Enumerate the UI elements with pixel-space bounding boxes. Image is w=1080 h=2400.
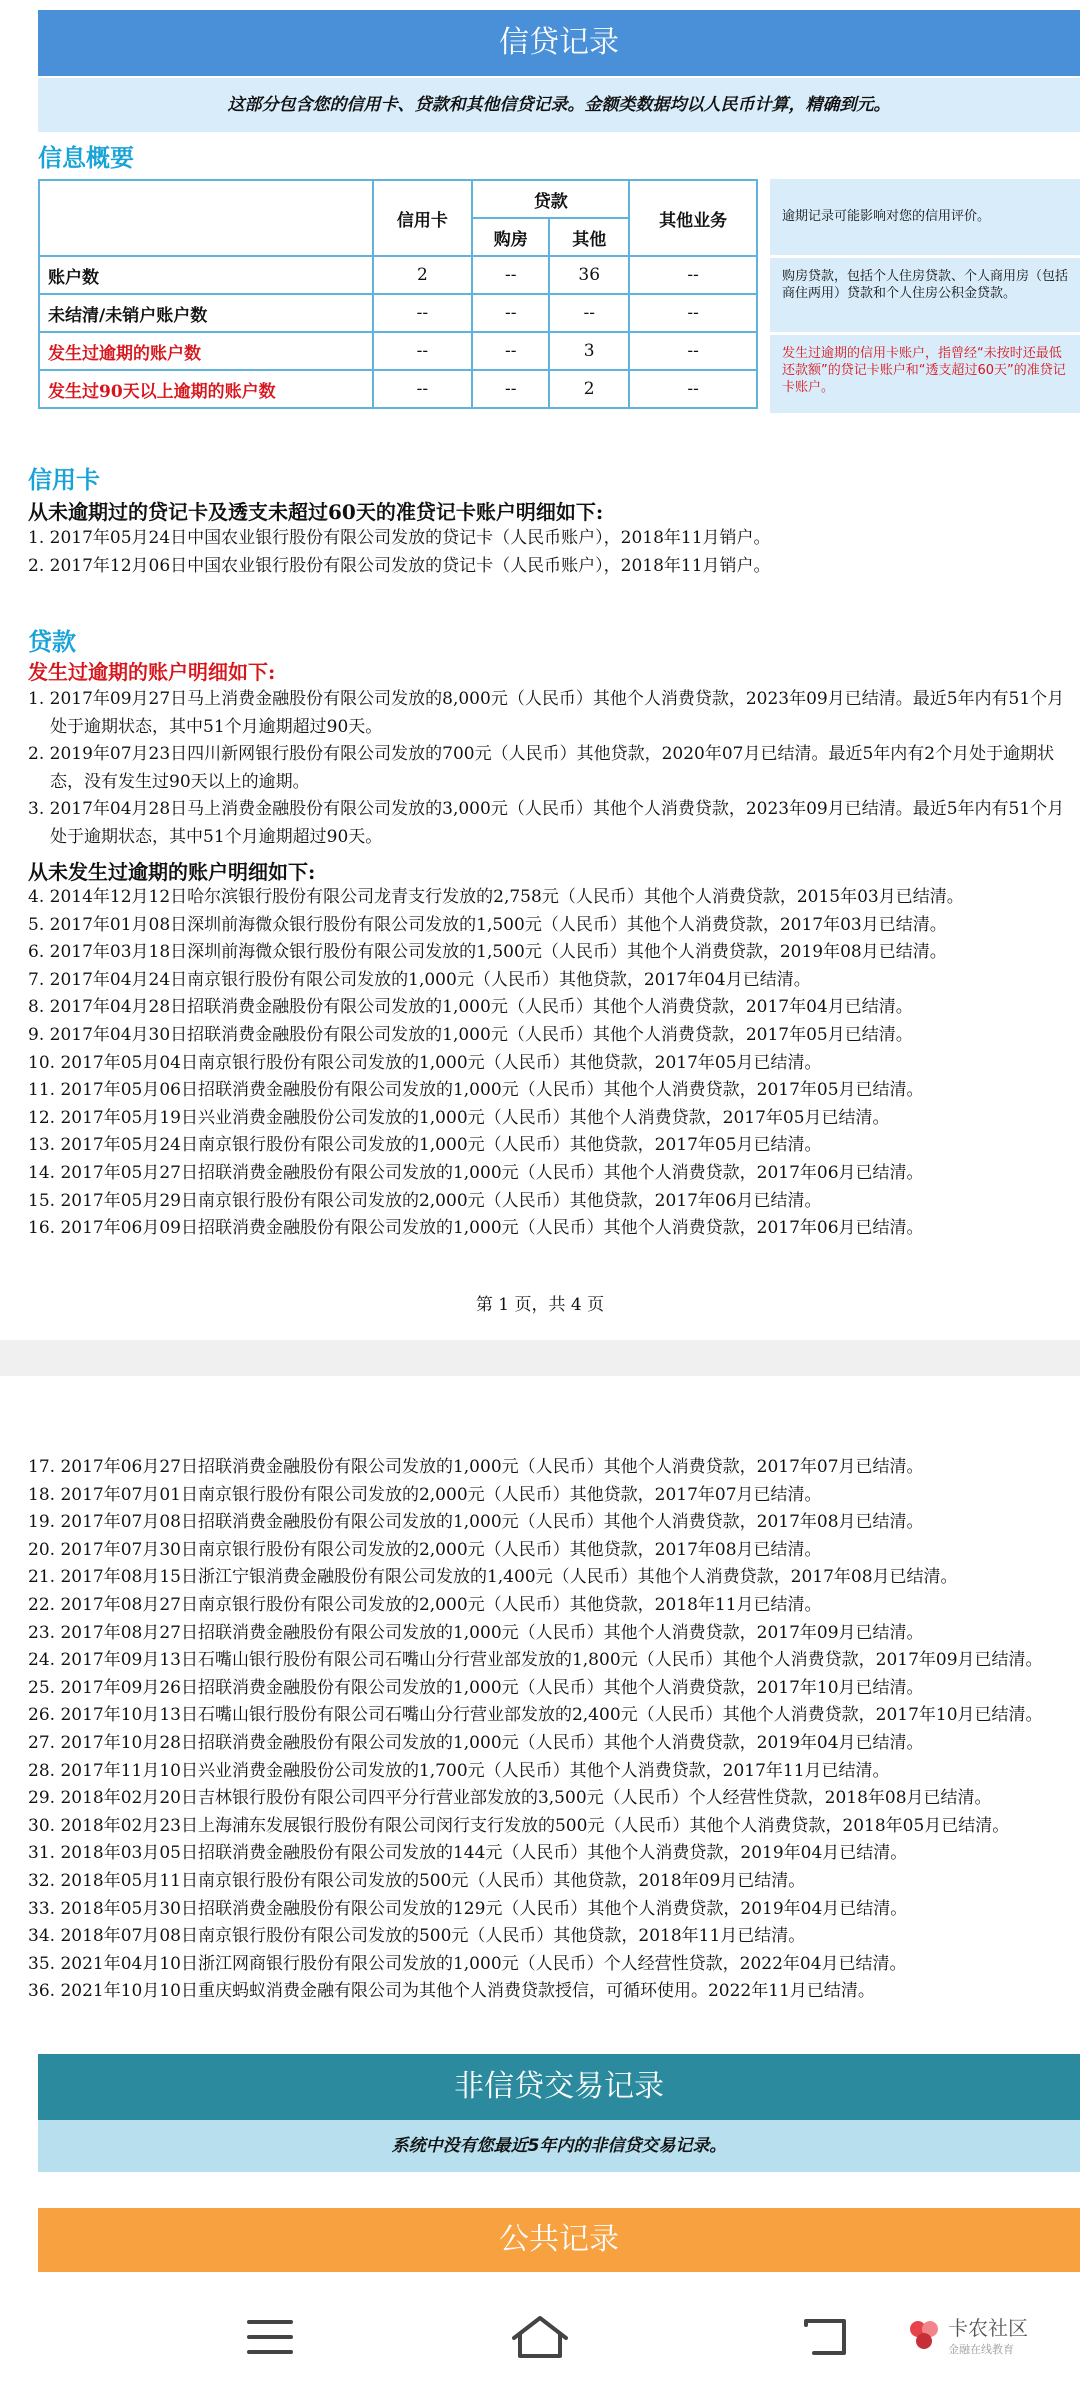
- public-record-title: 公共记录: [38, 2208, 1080, 2272]
- loans-normal-list-page2: [28, 1454, 1080, 2006]
- cell-other-business: --: [629, 332, 757, 370]
- list-item: 33. 2018年05月30日招联消费金融股份有限公司发放的129元（人民币）其他个人消费贷款，2019年04月已结清。: [28, 1898, 908, 1919]
- cell-other-business: --: [629, 256, 757, 294]
- header-loans: 贷款: [472, 180, 629, 218]
- list-item: 16. 2017年06月09日招联消费金融股份有限公司发放的1,000元（人民币）其他个人消费贷款，2017年06月已结清。: [28, 1218, 924, 1239]
- list-item: 1. 2017年05月24日中国农业银行股份有限公司发放的贷记卡（人民币账户），2018年11月销户。: [28, 528, 771, 548]
- menu-button[interactable]: [230, 2302, 310, 2372]
- list-item: 8. 2017年04月28日招联消费金融股份有限公司发放的1,000元（人民币）其他个人消费贷款，2017年04月已结清。: [28, 997, 913, 1018]
- table-row: [39, 332, 757, 370]
- cell-credit-card: --: [373, 332, 473, 370]
- noncredit-record-note: 系统中没有您最近5年内的非信贷交易记录。: [38, 2120, 1080, 2172]
- credit-record-note: 这部分包含您的信用卡、贷款和其他信贷记录。金额类数据均以人民币计算，精确到元。: [38, 78, 1080, 132]
- table-row: [39, 294, 757, 332]
- cell-other: 2: [549, 370, 629, 408]
- list-item: 15. 2017年05月29日南京银行股份有限公司发放的2,000元（人民币）其他贷款，2017年06月已结清。: [28, 1190, 822, 1211]
- cell-other-business: --: [629, 294, 757, 332]
- table-corner: [39, 180, 373, 256]
- list-item: 2. 2017年12月06日中国农业银行股份有限公司发放的贷记卡（人民币账户），2018年11月销户。: [28, 555, 771, 576]
- cell-housing: --: [472, 294, 549, 332]
- brand-watermark: [906, 2312, 1028, 2357]
- cell-other: --: [549, 294, 629, 332]
- cell-credit-card: 2: [373, 256, 473, 294]
- list-item: 28. 2017年11月10日兴业消费金融股份公司发放的1,700元（人民币）其他个人消费贷款，2017年11月已结清。: [28, 1760, 890, 1781]
- list-item: 35. 2021年04月10日浙江网商银行股份有限公司发放的1,000元（人民币）个人经营性贷款，2022年04月已结清。: [28, 1953, 907, 1974]
- loans-overdue-title: 发生过逾期的账户明细如下:: [28, 660, 276, 684]
- row-label: 发生过逾期的账户数: [39, 332, 373, 370]
- credit-card-list: [28, 525, 1080, 580]
- list-item: 10. 2017年05月04日南京银行股份有限公司发放的1,000元（人民币）其他贷款，2017年05月已结清。: [28, 1052, 822, 1073]
- cell-other-business: --: [629, 370, 757, 408]
- table-row: [39, 370, 757, 408]
- list-item: 26. 2017年10月13日石嘴山银行股份有限公司石嘴山分行营业部发放的2,400元（人民币）其他个人消费贷款，2017年10月已结清。: [28, 1705, 1043, 1726]
- list-item: 6. 2017年03月18日深圳前海微众银行股份有限公司发放的1,500元（人民币）其他个人消费贷款，2019年08月已结清。: [28, 942, 947, 963]
- header-credit-card: 信用卡: [373, 180, 473, 256]
- brand-logo-icon: [906, 2317, 942, 2353]
- cell-housing: --: [472, 332, 549, 370]
- loans-title: 贷款: [28, 628, 76, 656]
- loans-overdue-list: [28, 686, 1080, 852]
- cell-credit-card: --: [373, 370, 473, 408]
- back-icon: [800, 2315, 850, 2359]
- row-label: 未结清/未销户账户数: [39, 294, 373, 332]
- list-item: 18. 2017年07月01日南京银行股份有限公司发放的2,000元（人民币）其他贷款，2017年07月已结清。: [28, 1484, 822, 1505]
- list-item: 14. 2017年05月27日招联消费金融股份有限公司发放的1,000元（人民币）其他个人消费贷款，2017年06月已结清。: [28, 1162, 924, 1183]
- list-item: 3. 2017年04月28日马上消费金融股份有限公司发放的3,000元（人民币）其他个人消费贷款，2023年09月已结清。最近5年内有51个月处于逾期状态，其中51个月逾期超过90天。: [28, 799, 1065, 847]
- list-item: 13. 2017年05月24日南京银行股份有限公司发放的1,000元（人民币）其他贷款，2017年05月已结清。: [28, 1135, 822, 1156]
- loans-normal-title: 从未发生过逾期的账户明细如下:: [28, 860, 316, 884]
- credit-card-subtitle: 从未逾期过的贷记卡及透支未超过60天的准贷记卡账户明细如下:: [28, 500, 604, 524]
- noncredit-record-title: 非信贷交易记录: [38, 2054, 1080, 2120]
- cell-housing: --: [472, 370, 549, 408]
- note-housing: 购房贷款，包括个人住房贷款、个人商用房（包括商住两用）贷款和个人住房公积金贷款。: [770, 258, 1080, 332]
- list-item: 30. 2018年02月23日上海浦东发展银行股份有限公司闵行支行发放的500元（人民币）其他个人消费贷款，2018年05月已结清。: [28, 1815, 1010, 1836]
- list-item: 2. 2019年07月23日四川新网银行股份有限公司发放的700元（人民币）其他贷款，2020年07月已结清。最近5年内有2个月处于逾期状态，没有发生过90天以上的逾期。: [28, 744, 1055, 792]
- list-item: 11. 2017年05月06日招联消费金融股份有限公司发放的1,000元（人民币）其他个人消费贷款，2017年05月已结清。: [28, 1080, 924, 1101]
- page-number: 第 1 页，共 4 页: [475, 1295, 605, 1315]
- credit-card-title: 信用卡: [28, 466, 100, 494]
- list-item: 36. 2021年10月10日重庆蚂蚁消费金融有限公司为其他个人消费贷款授信，可循环使用。2022年11月已结清。: [28, 1981, 875, 2002]
- list-item: 1. 2017年09月27日马上消费金融股份有限公司发放的8,000元（人民币）其他个人消费贷款，2023年09月已结清。最近5年内有51个月处于逾期状态，其中51个月逾期超过90天。: [28, 689, 1065, 737]
- list-item: 23. 2017年08月27日招联消费金融股份有限公司发放的1,000元（人民币）其他个人消费贷款，2017年09月已结清。: [28, 1622, 924, 1643]
- home-button[interactable]: [500, 2302, 580, 2372]
- cell-credit-card: --: [373, 294, 473, 332]
- list-item: 17. 2017年06月27日招联消费金融股份有限公司发放的1,000元（人民币）其他个人消费贷款，2017年07月已结清。: [28, 1457, 924, 1477]
- list-item: 21. 2017年08月15日浙江宁银消费金融股份有限公司发放的1,400元（人民币）其他个人消费贷款，2017年08月已结清。: [28, 1567, 958, 1588]
- header-housing: 购房: [472, 218, 549, 256]
- header-other: 其他: [549, 218, 629, 256]
- list-item: 22. 2017年08月27日南京银行股份有限公司发放的2,000元（人民币）其他贷款，2018年11月已结清。: [28, 1594, 822, 1615]
- menu-icon: [247, 2318, 293, 2356]
- credit-record-title: 信贷记录: [38, 10, 1080, 76]
- list-item: 9. 2017年04月30日招联消费金融股份有限公司发放的1,000元（人民币）其他个人消费贷款，2017年05月已结清。: [28, 1024, 913, 1045]
- brand-subtitle: 金融在线教育: [948, 2343, 1014, 2356]
- header-other-business: 其他业务: [629, 180, 757, 256]
- list-item: 29. 2018年02月20日吉林银行股份有限公司四平分行营业部发放的3,500元（人民币）个人经营性贷款，2018年08月已结清。: [28, 1788, 992, 1809]
- list-item: 20. 2017年07月30日南京银行股份有限公司发放的2,000元（人民币）其他贷款，2017年08月已结清。: [28, 1539, 822, 1560]
- list-item: 24. 2017年09月13日石嘴山银行股份有限公司石嘴山分行营业部发放的1,800元（人民币）其他个人消费贷款，2017年09月已结清。: [28, 1650, 1043, 1671]
- overview-table: [38, 179, 758, 409]
- system-nav-bar: [0, 2272, 1080, 2400]
- list-item: 7. 2017年04月24日南京银行股份有限公司发放的1,000元（人民币）其他贷款，2017年04月已结清。: [28, 969, 811, 990]
- list-item: 4. 2014年12月12日哈尔滨银行股份有限公司龙青支行发放的2,758元（人民币）其他个人消费贷款，2015年03月已结清。: [28, 887, 964, 907]
- list-item: 5. 2017年01月08日深圳前海微众银行股份有限公司发放的1,500元（人民币）其他个人消费贷款，2017年03月已结清。: [28, 914, 947, 935]
- page-divider: [0, 1340, 1080, 1376]
- list-item: 34. 2018年07月08日南京银行股份有限公司发放的500元（人民币）其他贷款，2018年11月已结清。: [28, 1926, 806, 1947]
- list-item: 19. 2017年07月08日招联消费金融股份有限公司发放的1,000元（人民币）其他个人消费贷款，2017年08月已结清。: [28, 1512, 924, 1533]
- home-icon: [510, 2314, 570, 2360]
- brand-name: 卡农社区: [948, 2316, 1028, 2340]
- list-item: 25. 2017年09月26日招联消费金融股份有限公司发放的1,000元（人民币）其他个人消费贷款，2017年10月已结清。: [28, 1677, 924, 1698]
- cell-other: 3: [549, 332, 629, 370]
- cell-housing: --: [472, 256, 549, 294]
- row-label: 账户数: [39, 256, 373, 294]
- table-row: [39, 256, 757, 294]
- list-item: 31. 2018年03月05日招联消费金融股份有限公司发放的144元（人民币）其他个人消费贷款，2019年04月已结清。: [28, 1843, 908, 1864]
- note-overdue-card: 发生过逾期的信用卡账户，指曾经“未按时还最低还款额”的贷记卡账户和“透支超过60天”的准贷记卡账户。: [770, 335, 1080, 413]
- list-item: 12. 2017年05月19日兴业消费金融股份公司发放的1,000元（人民币）其他个人消费贷款，2017年05月已结清。: [28, 1107, 890, 1128]
- list-item: 27. 2017年10月28日招联消费金融股份有限公司发放的1,000元（人民币）其他个人消费贷款，2019年04月已结清。: [28, 1732, 924, 1753]
- row-label: 发生过90天以上逾期的账户数: [39, 370, 373, 408]
- back-button[interactable]: [785, 2302, 865, 2372]
- list-item: 32. 2018年05月11日南京银行股份有限公司发放的500元（人民币）其他贷款，2018年09月已结清。: [28, 1870, 806, 1891]
- cell-other: 36: [549, 256, 629, 294]
- note-overdue: 逾期记录可能影响对您的信用评价。: [770, 179, 1080, 255]
- overview-title: 信息概要: [38, 144, 134, 172]
- loans-normal-list-page1: [28, 884, 1080, 1243]
